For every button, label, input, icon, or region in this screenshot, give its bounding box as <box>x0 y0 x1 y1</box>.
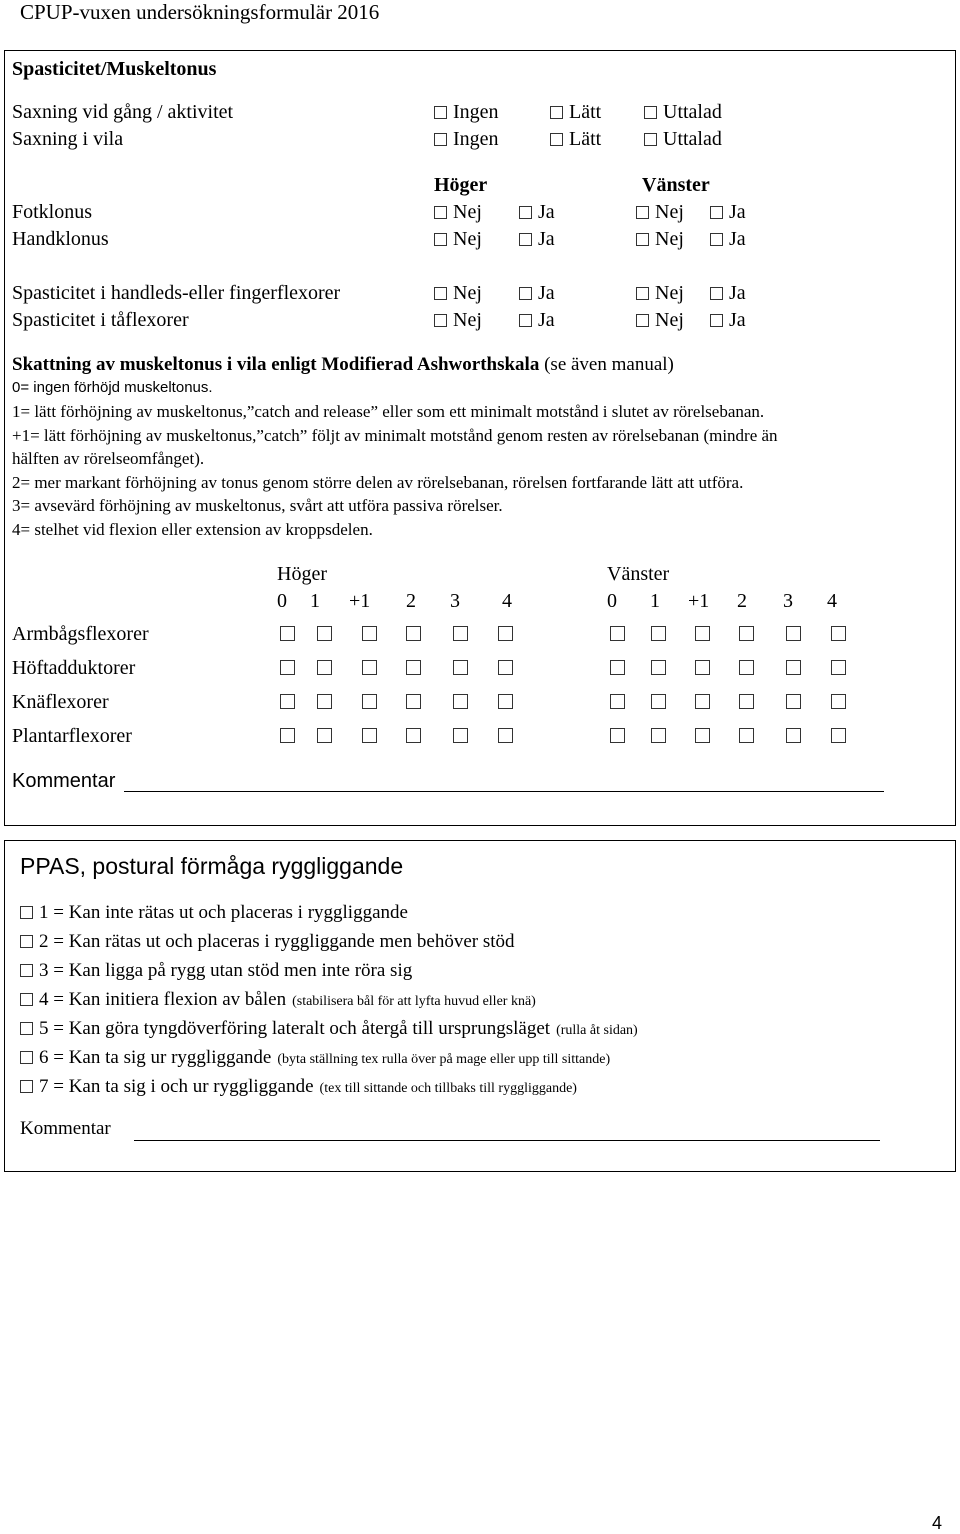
grid-checkbox[interactable] <box>498 728 513 743</box>
grid-checkbox[interactable] <box>786 660 801 675</box>
grid-level-hoger: 0 <box>277 590 287 612</box>
grid-checkbox[interactable] <box>786 728 801 743</box>
grid-checkbox[interactable] <box>280 694 295 709</box>
checkbox-icon[interactable] <box>550 106 563 119</box>
ppas-option-text: 1 = Kan inte rätas ut och placeras i ryggliggande <box>39 902 408 923</box>
ppas-option-text: 2 = Kan rätas ut och placeras i ryggliggande men behöver stöd <box>39 931 515 952</box>
grid-checkbox[interactable] <box>786 626 801 641</box>
checkbox-icon[interactable] <box>636 206 649 219</box>
grid-checkbox[interactable] <box>317 728 332 743</box>
ppas-option[interactable] <box>20 960 412 982</box>
page-header-title: CPUP-vuxen undersökningsformulär 2016 <box>20 0 380 24</box>
grid-level-vanster: 3 <box>783 590 793 612</box>
scale-line: 4= stelhet vid flexion eller extension av kroppsdelen. <box>12 520 373 539</box>
ppas-option-note: (stabilisera bål för att lyfta huvud eller knä) <box>292 994 536 1009</box>
grid-checkbox[interactable] <box>739 660 754 675</box>
ppas-option[interactable] <box>20 1076 577 1098</box>
scale-line: 0= ingen förhöjd muskeltonus. <box>12 379 213 396</box>
ppas-option-note: (tex till sittande och tillbaks till ryggliggande) <box>319 1081 577 1096</box>
checkbox-icon[interactable] <box>710 287 723 300</box>
taflexorer-row-label: Spasticitet i tåflexorer <box>12 309 189 331</box>
grid-level-hoger: 4 <box>502 590 512 612</box>
grid-checkbox[interactable] <box>831 728 846 743</box>
grid-level-hoger: 3 <box>450 590 460 612</box>
option-hoger-ja[interactable]: Ja <box>519 228 555 251</box>
scale-line: 3= avsevärd förhöjning av muskeltonus, svårt att utföra passiva rörelser. <box>12 496 503 515</box>
ppas-option[interactable] <box>20 989 536 1011</box>
grid-checkbox[interactable] <box>831 626 846 641</box>
grid-checkbox[interactable] <box>362 660 377 675</box>
scale-line: hälften av rörelseomfånget). <box>12 449 205 468</box>
ashworth-note: (se även manual) <box>544 354 674 375</box>
option-hoger-nej[interactable]: Nej <box>434 201 482 224</box>
grid-level-hoger: 2 <box>406 590 416 612</box>
scale-line: +1= lätt förhöjning av muskeltonus,”catch” följt av minimalt motstånd genom resten av rörelsebanan (mindre än <box>12 426 778 445</box>
grid-row-label: Plantarflexorer <box>12 725 132 747</box>
option-hoger-ja[interactable]: Ja <box>519 309 555 332</box>
option-hoger-ja[interactable]: Ja <box>519 201 555 224</box>
grid-checkbox[interactable] <box>651 626 666 641</box>
checkbox-icon[interactable] <box>20 906 33 919</box>
checkbox-icon[interactable] <box>550 133 563 146</box>
option-vanster-ja[interactable]: Ja <box>710 309 746 332</box>
grid-checkbox[interactable] <box>280 660 295 675</box>
option-hoger-ja[interactable]: Ja <box>519 282 555 305</box>
fotklonus-row-label: Fotklonus <box>12 201 93 223</box>
option-vanster-nej[interactable]: Nej <box>636 228 684 251</box>
grid-checkbox[interactable] <box>406 660 421 675</box>
ppas-option-text: 7 = Kan ta sig i och ur ryggliggande <box>39 1076 314 1097</box>
saxning-row-options <box>550 101 601 124</box>
option-uttalad[interactable]: Uttalad <box>644 101 722 123</box>
grid-level-vanster: +1 <box>688 590 710 612</box>
checkbox-icon[interactable] <box>434 287 447 300</box>
grid-level-vanster: 2 <box>737 590 747 612</box>
grid-checkbox[interactable] <box>739 694 754 709</box>
grid-checkbox[interactable] <box>651 660 666 675</box>
checkbox-icon[interactable] <box>644 133 657 146</box>
checkbox-icon[interactable] <box>636 233 649 246</box>
grid-row-label: Höftadduktorer <box>12 657 136 679</box>
ppas-option[interactable] <box>20 931 515 953</box>
section-title: Spasticitet/Muskeltonus <box>12 58 217 80</box>
checkbox-icon[interactable] <box>434 133 447 146</box>
grid-checkbox[interactable] <box>610 728 625 743</box>
grid-checkbox[interactable] <box>786 694 801 709</box>
grid-level-hoger: 1 <box>310 590 320 612</box>
option-latt[interactable]: Lätt <box>550 101 601 123</box>
grid-checkbox[interactable] <box>317 694 332 709</box>
checkbox-icon[interactable] <box>636 314 649 327</box>
ashworth-heading <box>12 354 674 376</box>
checkbox-icon[interactable] <box>636 287 649 300</box>
ppas-option-text: 5 = Kan göra tyngdöverföring lateralt och återgå till ursprungsläget <box>39 1018 551 1039</box>
grid-checkbox[interactable] <box>498 626 513 641</box>
saxning-row-label: Saxning i vila <box>12 128 124 150</box>
checkbox-icon[interactable] <box>20 964 33 977</box>
grid-checkbox[interactable] <box>280 728 295 743</box>
checkbox-icon[interactable] <box>434 106 447 119</box>
grid-checkbox[interactable] <box>610 626 625 641</box>
handleds-row-label: Spasticitet i handleds-eller fingerflexorer <box>12 282 341 304</box>
grid-checkbox[interactable] <box>695 694 710 709</box>
grid-checkbox[interactable] <box>453 694 468 709</box>
grid-checkbox[interactable] <box>498 660 513 675</box>
grid-level-vanster: 4 <box>827 590 837 612</box>
ppas-option-text: 4 = Kan initiera flexion av bålen <box>39 989 287 1010</box>
option-vanster-ja[interactable]: Ja <box>710 201 746 224</box>
grid-header-vanster: Vänster <box>607 563 670 585</box>
grid-checkbox[interactable] <box>317 626 332 641</box>
option-hoger-nej[interactable]: Nej <box>434 228 482 251</box>
checkbox-icon[interactable] <box>434 233 447 246</box>
grid-checkbox[interactable] <box>610 660 625 675</box>
checkbox-icon[interactable] <box>519 314 532 327</box>
scale-line: 1= lätt förhöjning av muskeltonus,”catch and release” eller som ett minimalt motstånd i slutet av rörelsebanan. <box>12 402 765 421</box>
column-header-hoger: Höger <box>434 174 488 196</box>
grid-checkbox[interactable] <box>406 626 421 641</box>
ppas-option[interactable] <box>20 1047 610 1069</box>
option-ingen[interactable]: Ingen <box>434 101 499 123</box>
checkbox-icon[interactable] <box>710 206 723 219</box>
grid-row-label: Knäflexorer <box>12 691 109 713</box>
ppas-option-text: 6 = Kan ta sig ur ryggliggande <box>39 1047 272 1068</box>
grid-checkbox[interactable] <box>831 660 846 675</box>
saxning-row-options <box>644 128 722 151</box>
checkbox-icon[interactable] <box>519 287 532 300</box>
saxning-row-options <box>434 128 499 151</box>
grid-row-label: Armbågsflexorer <box>12 623 149 645</box>
handklonus-row-label: Handklonus <box>12 228 109 250</box>
checkbox-icon[interactable] <box>20 1051 33 1064</box>
option-uttalad[interactable]: Uttalad <box>644 128 722 150</box>
grid-checkbox[interactable] <box>610 694 625 709</box>
saxning-row-options <box>550 128 601 151</box>
grid-checkbox[interactable] <box>362 728 377 743</box>
ppas-option[interactable] <box>20 902 408 924</box>
ppas-title: PPAS, postural förmåga ryggliggande <box>20 853 404 879</box>
checkbox-icon[interactable] <box>20 1022 33 1035</box>
grid-checkbox[interactable] <box>695 660 710 675</box>
option-vanster-ja[interactable]: Ja <box>710 282 746 305</box>
grid-checkbox[interactable] <box>651 728 666 743</box>
comment-input-line[interactable] <box>134 1140 880 1141</box>
grid-level-vanster: 0 <box>607 590 617 612</box>
checkbox-icon[interactable] <box>20 993 33 1006</box>
comment-input-line[interactable] <box>124 791 884 792</box>
checkbox-icon[interactable] <box>644 106 657 119</box>
comment-label: Kommentar <box>20 1118 111 1139</box>
column-header-vanster: Vänster <box>642 174 710 196</box>
saxning-row-options <box>644 101 722 124</box>
checkbox-icon[interactable] <box>434 314 447 327</box>
ashworth-title: Skattning av muskeltonus i vila enligt Modifierad Ashworthskala <box>12 354 540 375</box>
ppas-option[interactable] <box>20 1018 638 1040</box>
grid-checkbox[interactable] <box>739 728 754 743</box>
ppas-option-note: (byta ställning tex rulla över på mage eller upp till sittande) <box>277 1052 611 1067</box>
page-number: 4 <box>931 1513 942 1533</box>
checkbox-icon[interactable] <box>519 206 532 219</box>
grid-checkbox[interactable] <box>695 728 710 743</box>
grid-header-hoger: Höger <box>277 563 327 585</box>
checkbox-icon[interactable] <box>20 1080 33 1093</box>
grid-checkbox[interactable] <box>406 728 421 743</box>
saxning-row-options <box>434 101 499 124</box>
checkbox-icon[interactable] <box>20 935 33 948</box>
ppas-option-note: (rulla åt sidan) <box>556 1023 638 1038</box>
option-hoger-nej[interactable]: Nej <box>434 282 482 305</box>
checkbox-icon[interactable] <box>710 233 723 246</box>
comment-label: Kommentar <box>12 770 116 792</box>
option-latt[interactable]: Lätt <box>550 128 601 150</box>
grid-checkbox[interactable] <box>406 694 421 709</box>
grid-checkbox[interactable] <box>453 660 468 675</box>
option-vanster-ja[interactable]: Ja <box>710 228 746 251</box>
option-vanster-nej[interactable]: Nej <box>636 201 684 224</box>
checkbox-icon[interactable] <box>434 206 447 219</box>
grid-checkbox[interactable] <box>317 660 332 675</box>
grid-checkbox[interactable] <box>362 694 377 709</box>
option-vanster-nej[interactable]: Nej <box>636 309 684 332</box>
scale-line: 2= mer markant förhöjning av tonus genom större delen av rörelsebanan, rörelsen fortfarande lätt att utföra. <box>12 473 744 492</box>
grid-checkbox[interactable] <box>831 694 846 709</box>
grid-checkbox[interactable] <box>453 728 468 743</box>
ppas-option-text: 3 = Kan ligga på rygg utan stöd men inte röra sig <box>39 960 413 981</box>
grid-level-vanster: 1 <box>650 590 660 612</box>
grid-checkbox[interactable] <box>739 626 754 641</box>
option-ingen[interactable]: Ingen <box>434 128 499 150</box>
option-vanster-nej[interactable]: Nej <box>636 282 684 305</box>
checkbox-icon[interactable] <box>519 233 532 246</box>
option-hoger-nej[interactable]: Nej <box>434 309 482 332</box>
checkbox-icon[interactable] <box>710 314 723 327</box>
grid-checkbox[interactable] <box>453 626 468 641</box>
grid-checkbox[interactable] <box>362 626 377 641</box>
grid-checkbox[interactable] <box>280 626 295 641</box>
grid-checkbox[interactable] <box>695 626 710 641</box>
grid-checkbox[interactable] <box>651 694 666 709</box>
saxning-row-label: Saxning vid gång / aktivitet <box>12 101 234 123</box>
grid-checkbox[interactable] <box>498 694 513 709</box>
grid-level-hoger: +1 <box>349 590 371 612</box>
